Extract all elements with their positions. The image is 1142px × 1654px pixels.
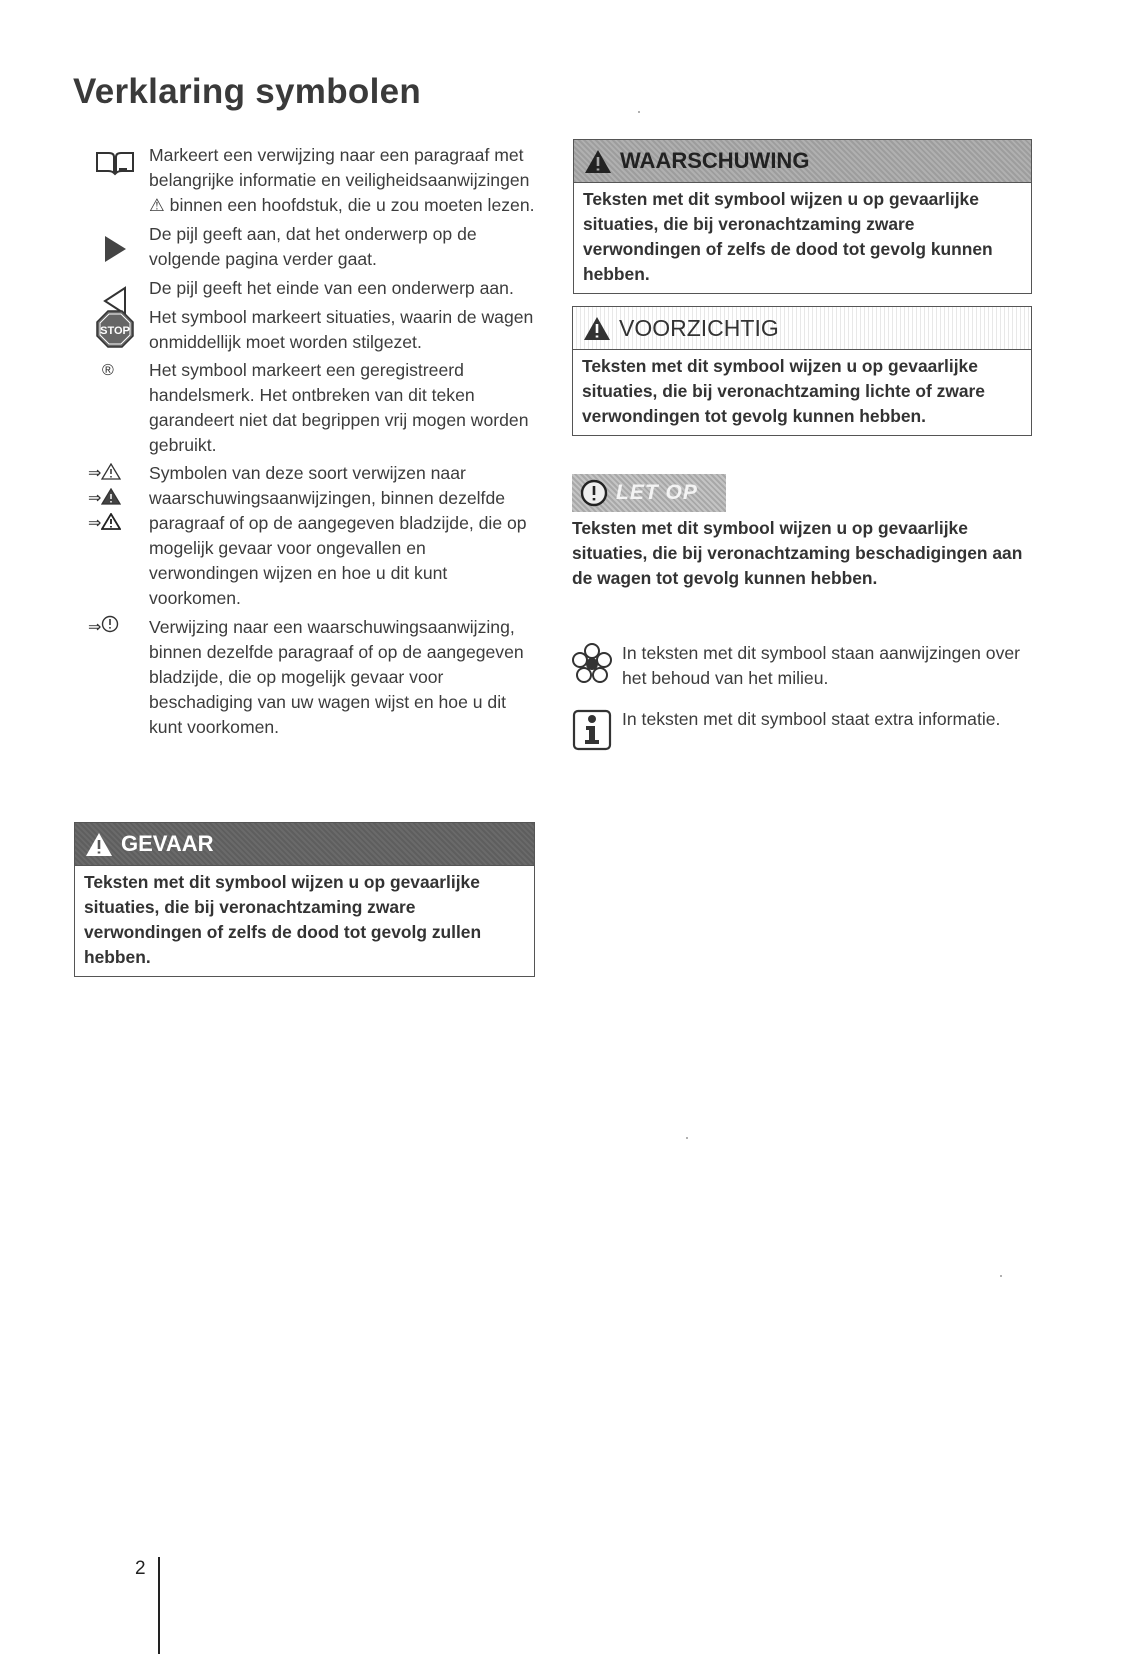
caution-reference-icon: ⇒ — [88, 615, 146, 640]
warning-notice-box — [573, 139, 1032, 294]
warning-triangle-icon — [584, 149, 612, 174]
scan-speck — [638, 111, 640, 113]
warning-text: Teksten met dit symbool wijzen u op gevaarlijke situaties, die bij veronachtzaming zware verwondingen of zelfs de dood tot gevolg kunnen hebben. — [583, 189, 993, 284]
danger-header: GEVAAR — [75, 823, 534, 866]
danger-notice-box — [74, 822, 535, 977]
symbol-item-registered: ® Het symbool markeert een geregistreerd handelsmerk. Het ontbreken van dit teken garandeert niet dat begrippen vrij mogen worden gebruikt. — [102, 360, 529, 455]
scan-speck — [686, 1137, 688, 1139]
symbol-item-book: Markeert een verwijzing naar een paragraaf met belangrijke informatie en veiligheidsaanwijzingen ⚠ binnen een hoofdstuk, die u zou moeten lezen. — [86, 143, 536, 218]
warning-filled-ref-icon: ⇒ — [88, 486, 121, 511]
symbol-list — [86, 143, 536, 743]
symbol-item-environment: In teksten met dit symbool staan aanwijzingen over het behoud van het milieu. — [572, 641, 1032, 691]
stop-sign-icon — [86, 310, 144, 348]
page-number: 2 — [135, 1558, 146, 1579]
symbol-item-continue: De pijl geeft aan, dat het onderwerp op de volgende pagina verder gaat. — [86, 222, 536, 272]
book-icon — [86, 150, 144, 176]
warning-reference-icons — [88, 461, 146, 536]
symbol-item-info: In teksten met dit symbool staat extra informatie. — [572, 707, 1032, 732]
scan-speck — [1000, 1275, 1002, 1277]
environment-flower-icon — [572, 643, 612, 692]
registered-icon: ® — [102, 362, 114, 379]
caution-notice-box — [572, 306, 1032, 436]
exclamation-circle-icon — [580, 479, 608, 507]
danger-text: Teksten met dit symbool wijzen u op gevaarlijke situaties, die bij veronachtzaming zware verwondingen of zelfs de dood tot gevolg zullen hebben. — [84, 872, 482, 967]
symbol-item-warning-references: ⇒ ⇒ ⇒ Symbolen van deze soort verwijzen naar waarschuwingsaanwijzingen, binnen dezelfde paragraaf of op de aangegeven bladzijde, die op mogelijk gevaar voor ongevallen en verwondingen wijzen en hoe u dit kunt voorkomen. — [88, 463, 527, 608]
warning-bold-ref-icon: ⇒ — [88, 511, 121, 536]
arrow-right-filled-icon — [86, 234, 144, 264]
warning-header: WAARSCHUWING — [574, 140, 1031, 183]
info-icon — [572, 709, 612, 758]
warning-triangle-icon — [583, 316, 611, 341]
svg-text:STOP: STOP — [100, 325, 130, 337]
caution-header: VOORZICHTIG — [573, 307, 1031, 350]
caution-text: Teksten met dit symbool wijzen u op gevaarlijke situaties, die bij veronachtzaming lichte of zware verwondingen tot gevolg kunnen hebben. — [582, 356, 985, 426]
symbol-item-end: De pijl geeft het einde van een onderwerp aan. — [86, 276, 536, 301]
page-margin-line — [158, 1557, 160, 1654]
page-title: Verklaring symbolen — [73, 72, 422, 111]
warning-triangle-icon — [85, 832, 113, 857]
symbol-item-stop: STOP Het symbool markeert situaties, waarin de wagen onmiddellijk moet worden stilgezet. — [86, 305, 536, 355]
warning-outline-ref-icon: ⇒ — [88, 461, 121, 486]
notice-badge: LET OP — [572, 474, 726, 512]
notice-text: Teksten met dit symbool wijzen u op gevaarlijke situaties, die bij veronachtzaming beschadigingen aan de wagen tot gevolg kunnen hebben. — [572, 518, 1023, 588]
symbol-item-caution-reference: ⇒ Verwijzing naar een waarschuwingsaanwijzing, binnen dezelfde paragraaf of op de aangegeven bladzijde, die op mogelijk gevaar voor beschadiging van uw wagen wijst en hoe u dit kunt voorkomen. — [88, 617, 524, 737]
